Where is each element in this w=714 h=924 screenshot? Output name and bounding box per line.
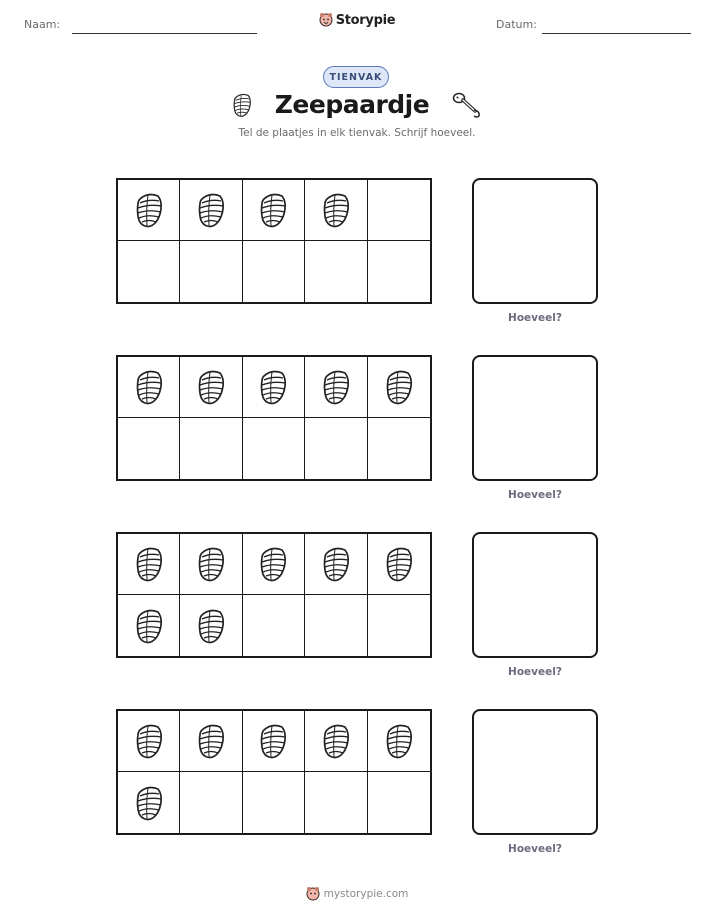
ten-frame-cell <box>118 772 180 833</box>
seashell-icon <box>258 545 288 583</box>
footer <box>0 886 714 902</box>
date-line[interactable] <box>542 33 691 34</box>
ten-frame-cell <box>180 711 242 772</box>
ten-frame-cell <box>368 711 430 772</box>
seashell-icon <box>134 191 164 229</box>
answer-box-3[interactable] <box>472 532 598 658</box>
ten-frame-cell <box>180 180 242 241</box>
ten-frame-cell <box>118 180 180 241</box>
ten-frame-cell <box>243 534 305 595</box>
ten-frame-cell <box>118 595 180 656</box>
ten-frame-cell <box>368 180 430 241</box>
seashell-icon <box>321 368 351 406</box>
ten-frame-cell <box>305 534 367 595</box>
ten-frame-cell <box>243 357 305 418</box>
ten-frame-cell <box>305 180 367 241</box>
ten-frame-cell <box>305 711 367 772</box>
seashell-icon <box>384 545 414 583</box>
ten-frame-cell <box>118 241 180 302</box>
ten-frame-cell <box>368 241 430 302</box>
ten-frame-cell <box>180 772 242 833</box>
ten-frame-cell <box>180 418 242 479</box>
storypie-mascot-icon <box>319 12 333 28</box>
seahorse-icon <box>451 91 483 119</box>
seashell-icon <box>134 784 164 822</box>
answer-box-1[interactable] <box>472 178 598 304</box>
ten-frame-cell <box>180 595 242 656</box>
ten-frame-cell <box>118 534 180 595</box>
seashell-icon <box>384 368 414 406</box>
brand-logo <box>0 12 714 28</box>
answer-label-4: Hoeveel? <box>508 843 562 855</box>
seashell-icon <box>321 545 351 583</box>
seashell-icon <box>196 607 226 645</box>
instruction-text: Tel de plaatjes in elk tienvak. Schrijf hoeveel. <box>238 127 476 139</box>
ten-frame-cell <box>243 772 305 833</box>
ten-frame-cell <box>243 180 305 241</box>
seashell-icon <box>134 368 164 406</box>
answer-label-2: Hoeveel? <box>508 489 562 501</box>
ten-frame-cell <box>368 534 430 595</box>
name-label: Naam: <box>24 18 61 31</box>
brand-name: Storypie <box>335 12 396 28</box>
ten-frame-cell <box>118 711 180 772</box>
ten-frame-cell <box>368 772 430 833</box>
seashell-icon <box>196 545 226 583</box>
ten-frame-cell <box>368 595 430 656</box>
storypie-mascot-icon <box>306 886 320 902</box>
seashell-icon <box>196 368 226 406</box>
ten-frame-cell <box>243 418 305 479</box>
ten-frame-cell <box>305 772 367 833</box>
page-title: Zeepaardje <box>274 90 430 119</box>
ten-frame-cell <box>243 241 305 302</box>
footer-url[interactable]: mystorypie.com <box>323 888 409 900</box>
title-row <box>0 90 714 119</box>
topic-badge: TIENVAK <box>323 66 389 88</box>
answer-box-2[interactable] <box>472 355 598 481</box>
ten-frame-cell <box>180 241 242 302</box>
seashell-icon <box>231 92 253 118</box>
seashell-icon <box>134 607 164 645</box>
seashell-icon <box>134 545 164 583</box>
answer-label-3: Hoeveel? <box>508 666 562 678</box>
name-line[interactable] <box>72 33 257 34</box>
ten-frame-cell <box>180 357 242 418</box>
seashell-icon <box>321 722 351 760</box>
ten-frame-4 <box>116 709 432 835</box>
ten-frame-cell <box>243 711 305 772</box>
date-label: Datum: <box>496 18 537 31</box>
ten-frame-2 <box>116 355 432 481</box>
seashell-icon <box>258 722 288 760</box>
ten-frame-cell <box>305 357 367 418</box>
seashell-icon <box>384 722 414 760</box>
seashell-icon <box>258 191 288 229</box>
ten-frame-1 <box>116 178 432 304</box>
ten-frame-cell <box>368 418 430 479</box>
ten-frame-cell <box>180 534 242 595</box>
ten-frame-cell <box>118 418 180 479</box>
seashell-icon <box>321 191 351 229</box>
ten-frame-cell <box>368 357 430 418</box>
answer-label-1: Hoeveel? <box>508 312 562 324</box>
seashell-icon <box>258 368 288 406</box>
answer-box-4[interactable] <box>472 709 598 835</box>
ten-frame-cell <box>305 241 367 302</box>
seashell-icon <box>196 722 226 760</box>
seashell-icon <box>196 191 226 229</box>
ten-frame-3 <box>116 532 432 658</box>
ten-frame-cell <box>305 418 367 479</box>
ten-frame-cell <box>118 357 180 418</box>
ten-frame-cell <box>243 595 305 656</box>
seashell-icon <box>134 722 164 760</box>
ten-frame-cell <box>305 595 367 656</box>
